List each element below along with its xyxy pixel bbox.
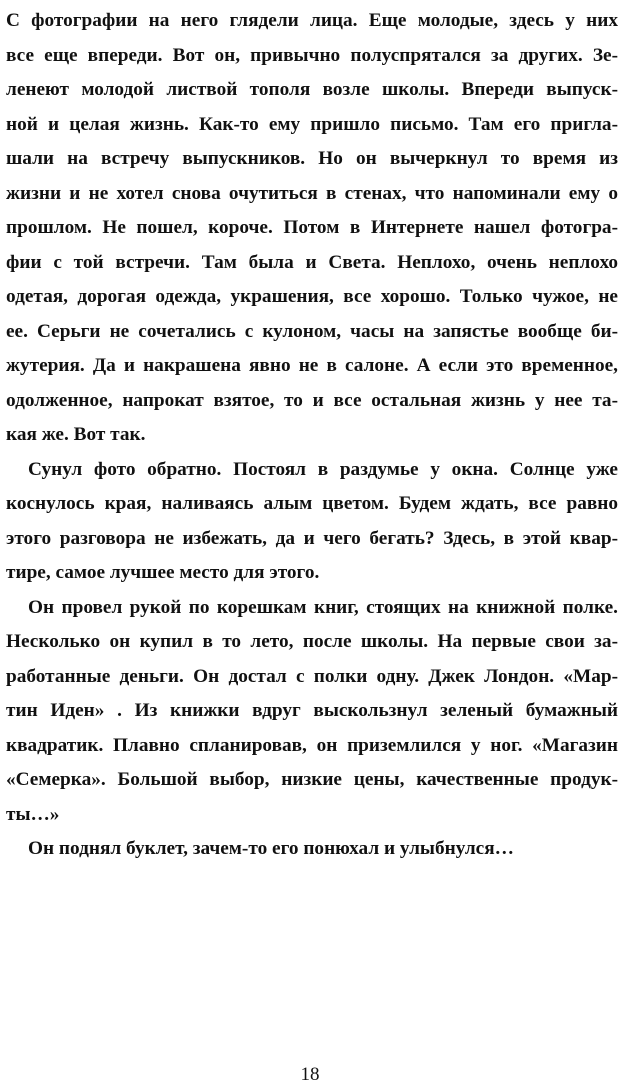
text-line: прошлом. Не пошел, короче. Потом в Интернете нашел фотогра- bbox=[6, 217, 618, 238]
text-line: кая же. Вот так. bbox=[6, 424, 146, 445]
paragraph-3 bbox=[6, 591, 618, 833]
text-line: коснулось края, наливаясь алым цветом. Будем ждать, все равно bbox=[6, 493, 618, 514]
text-line: одолженное, напрокат взятое, то и все остальная жизнь у нее та- bbox=[6, 389, 618, 411]
text-line: ты…» bbox=[6, 803, 60, 825]
text-line: С фотографии на него глядели лица. Еще молодые, здесь у них bbox=[6, 10, 618, 31]
text-line: Несколько он купил в то лето, после школы. На первые свои за- bbox=[6, 631, 618, 652]
body-text bbox=[6, 4, 618, 867]
text-line: фии с той встречи. Там была и Света. Неплохо, очень неплохо bbox=[6, 251, 618, 273]
text-line: одетая, дорогая одежда, украшения, все хорошо. Только чужое, не bbox=[6, 286, 618, 307]
text-line: ее. Серьги не сочетались с кулоном, часы на запястье вообще би- bbox=[6, 320, 618, 342]
text-line: тире, самое лучшее место для этого. bbox=[6, 562, 320, 583]
text-line: жизни и не хотел снова очутиться в стенах, что напоминали ему о bbox=[6, 182, 618, 204]
paragraph-4 bbox=[6, 832, 618, 867]
text-line: Он поднял буклет, зачем-то его понюхал и улыбнулся… bbox=[28, 838, 514, 859]
text-line: Сунул фото обратно. Постоял в раздумье у окна. Солнце уже bbox=[28, 458, 618, 480]
page-number: 18 bbox=[300, 1064, 320, 1085]
text-line: ной и целая жизнь. Как-то ему пришло письмо. Там его пригла- bbox=[6, 113, 618, 135]
text-line: тин Иден» . Из книжки вдруг выскользнул зеленый бумажный bbox=[6, 700, 618, 721]
text-line: «Семерка». Большой выбор, низкие цены, качественные продук- bbox=[6, 769, 618, 790]
text-line: все еще впереди. Вот он, привычно полуспрятался за других. Зе- bbox=[6, 44, 618, 66]
text-line: работанные деньги. Он достал с полки одну. Джек Лондон. «Мар- bbox=[6, 665, 618, 687]
text-line: квадратик. Плавно спланировав, он приземлился у ног. «Магазин bbox=[6, 734, 618, 756]
paragraph-2 bbox=[6, 453, 618, 591]
text-line: этого разговора не избежать, да и чего бегать? Здесь, в этой квар- bbox=[6, 527, 618, 549]
paragraph-1 bbox=[6, 4, 618, 453]
text-line: ленеют молодой листвой тополя возле школы. Впереди выпуск- bbox=[6, 79, 618, 100]
text-line: жутерия. Да и накрашена явно не в салоне. А если это временное, bbox=[6, 355, 618, 376]
text-line: Он провел рукой по корешкам книг, стоящих на книжной полке. bbox=[28, 596, 618, 618]
text-line: шали на встречу выпускников. Но он вычеркнул то время из bbox=[6, 148, 618, 169]
